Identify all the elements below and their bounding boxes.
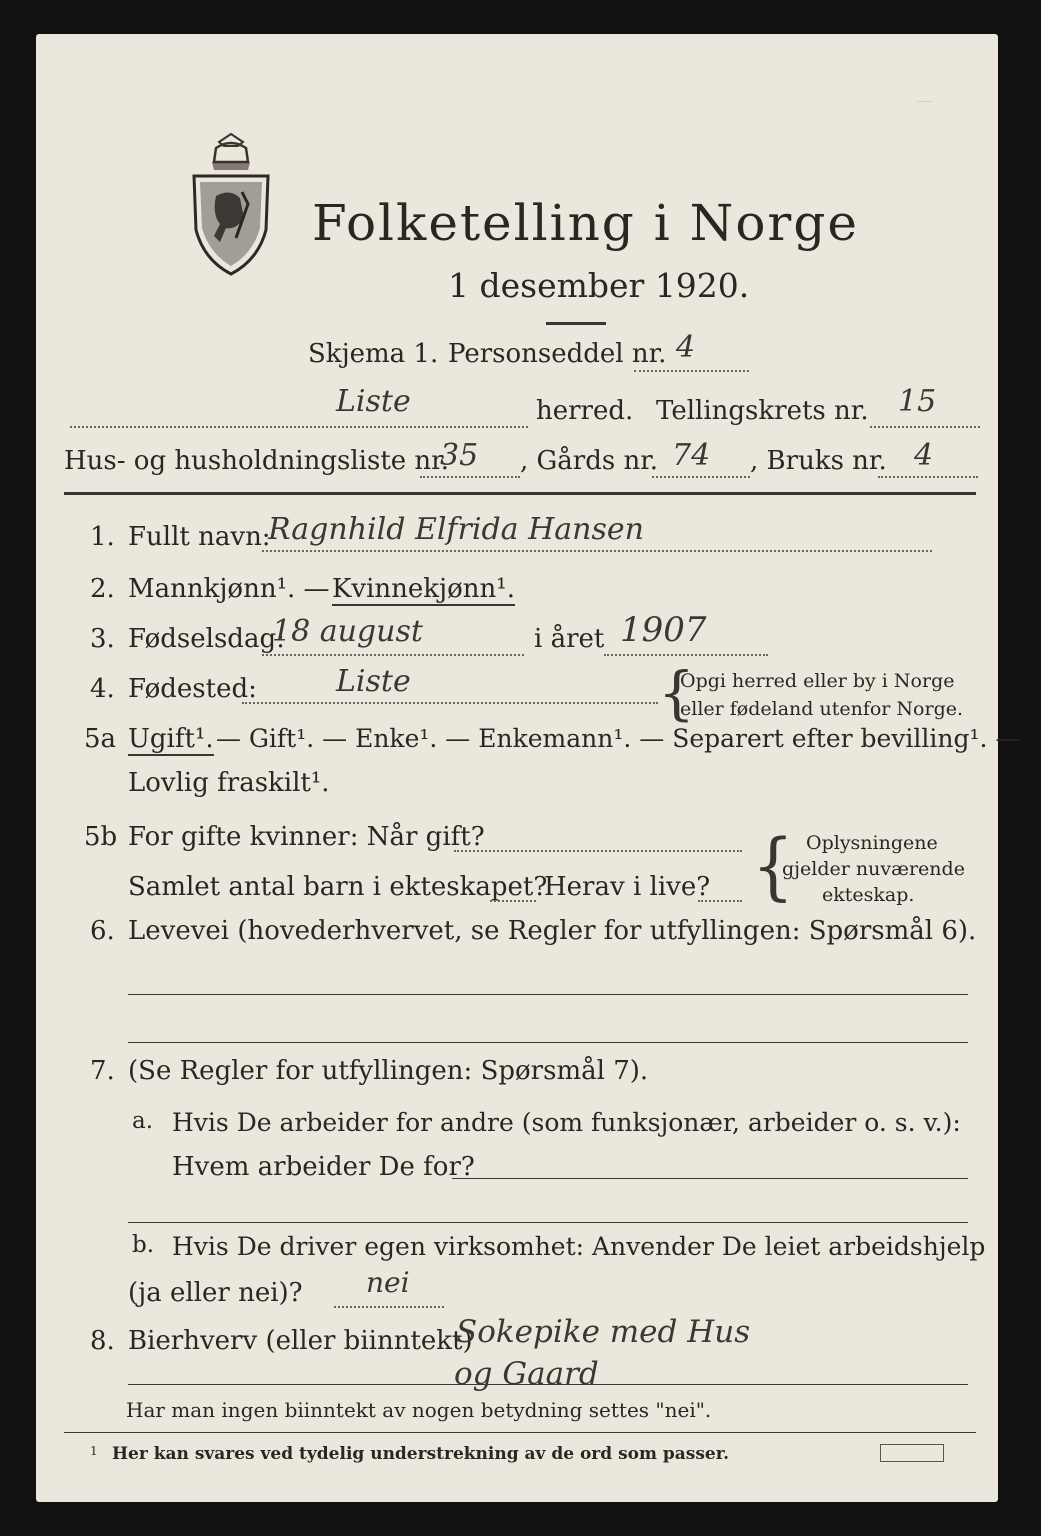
bruks-value: 4 <box>914 438 934 473</box>
q4-note-line2: eller fødeland utenfor Norge. <box>680 698 964 720</box>
q5a-line2: Lovlig fraskilt¹. <box>128 768 330 798</box>
q4-brace: { <box>658 659 695 727</box>
footer-rule <box>64 1432 976 1433</box>
when-married-field <box>454 850 742 852</box>
employer-line-2 <box>128 1222 968 1223</box>
personseddel-value: 4 <box>676 330 696 365</box>
q2-male-label: Mannkjønn¹. — <box>128 574 330 604</box>
herred-label: herred. <box>536 396 634 426</box>
tellingskrets-value: 15 <box>898 384 937 419</box>
q7b-line2: (ja eller nei)? <box>128 1278 303 1308</box>
q5b-brace: { <box>752 824 794 909</box>
printer-stamp <box>880 1444 944 1462</box>
header-rule <box>64 492 976 495</box>
q4-number: 4. <box>90 674 115 704</box>
tellingskrets-field <box>870 426 980 428</box>
census-date: 1 desember 1920. <box>448 266 750 305</box>
herred-value: Liste <box>336 384 411 419</box>
year-field <box>604 654 768 656</box>
q4-note-line1: Opgi herred eller by i Norge <box>680 670 955 692</box>
no-income-note: Har man ingen biinntekt av nogen betydning settes "nei". <box>126 1398 712 1422</box>
q7b-letter: b. <box>132 1232 155 1258</box>
schema-label: Skjema 1. <box>308 339 439 369</box>
side-income-value-line1: Sokepike med Hus <box>456 1314 751 1350</box>
q5b-line2: Samlet antal barn i ekteskapet? <box>128 872 548 902</box>
q5b-note3: ekteskap. <box>822 884 915 906</box>
birthplace-field <box>242 702 658 704</box>
side-income-value-line2: og Gaard <box>454 1356 599 1392</box>
hus-label: Hus- og husholdningsliste nr. <box>64 446 450 476</box>
birthday-field <box>262 654 524 656</box>
q6-label: Levevei (hovederhvervet, se Regler for utfyllingen: Spørsmål 6). <box>128 916 977 946</box>
q7b-line1: Hvis De driver egen virksomhet: Anvender De leiet arbeidshjelp <box>172 1232 986 1261</box>
employer-line-1 <box>452 1178 968 1179</box>
hus-value: 35 <box>440 438 479 473</box>
gards-field <box>652 476 750 478</box>
bruks-field <box>878 476 978 478</box>
footnote-mark: 1 <box>90 1444 98 1458</box>
q5a-options: — Gift¹. — Enke¹. — Enkemann¹. — Separert efter bevilling¹. — <box>216 724 1021 753</box>
q7-number: 7. <box>90 1056 115 1086</box>
q6-number: 6. <box>90 916 115 946</box>
q3-number: 3. <box>90 624 115 654</box>
title-divider <box>546 322 606 325</box>
q7a-line2: Hvem arbeider De for? <box>172 1152 475 1182</box>
census-form <box>36 34 1021 1502</box>
birth-year-value: 1907 <box>620 610 707 650</box>
coat-of-arms-icon <box>186 132 276 277</box>
hired-help-value: nei <box>366 1266 410 1299</box>
q5b-note2: gjelder nuværende <box>782 858 965 880</box>
q1-label: Fullt navn: <box>128 522 271 552</box>
bruks-label: , Bruks nr. <box>750 446 887 476</box>
occupation-line-2 <box>128 1042 968 1043</box>
q7a-letter: a. <box>132 1108 154 1134</box>
herred-field <box>70 426 528 428</box>
q4-label: Fødested: <box>128 674 257 704</box>
children-alive-field <box>698 900 742 902</box>
form-title: Folketelling i Norge <box>312 194 859 252</box>
q8-number: 8. <box>90 1326 115 1356</box>
q7a-line1: Hvis De arbeider for andre (som funksjonær, arbeider o. s. v.): <box>172 1108 961 1137</box>
q5b-herav: Herav i live? <box>544 872 711 902</box>
year-label: i året <box>534 624 605 654</box>
q5b-line1: For gifte kvinner: Når gift? <box>128 822 485 852</box>
gards-value: 74 <box>672 438 711 473</box>
hus-field <box>420 476 520 478</box>
q1-number: 1. <box>90 522 115 552</box>
q2-female-label: Kvinnekjønn¹. <box>332 574 515 604</box>
q3-label: Fødselsdag: <box>128 624 285 654</box>
q7-label: (Se Regler for utfyllingen: Spørsmål 7). <box>128 1056 649 1086</box>
occupation-line-1 <box>128 994 968 995</box>
footnote: Her kan svares ved tydelig understrekning av de ord som passer. <box>112 1444 730 1464</box>
hired-help-field <box>334 1306 444 1308</box>
q2-number: 2. <box>90 574 115 604</box>
q1-field <box>262 550 932 552</box>
q5b-number: 5b <box>84 822 118 852</box>
children-count-field <box>490 900 536 902</box>
q5b-note1: Oplysningene <box>806 832 938 854</box>
q5a-ugift: Ugift¹. <box>128 724 214 754</box>
tellingskrets-label: Tellingskrets nr. <box>656 396 869 426</box>
gards-label: , Gårds nr. <box>520 446 659 476</box>
q5a-number: 5a <box>84 724 117 754</box>
birthplace-value: Liste <box>336 664 411 699</box>
q8-label: Bierhverv (eller biinntekt) <box>128 1326 473 1356</box>
full-name-value: Ragnhild Elfrida Hansen <box>268 512 644 547</box>
bleed-through-text: — <box>916 90 934 111</box>
personseddel-field <box>634 370 749 372</box>
birthday-value: 18 august <box>272 614 423 649</box>
personseddel-label: Personseddel nr. <box>448 339 667 369</box>
